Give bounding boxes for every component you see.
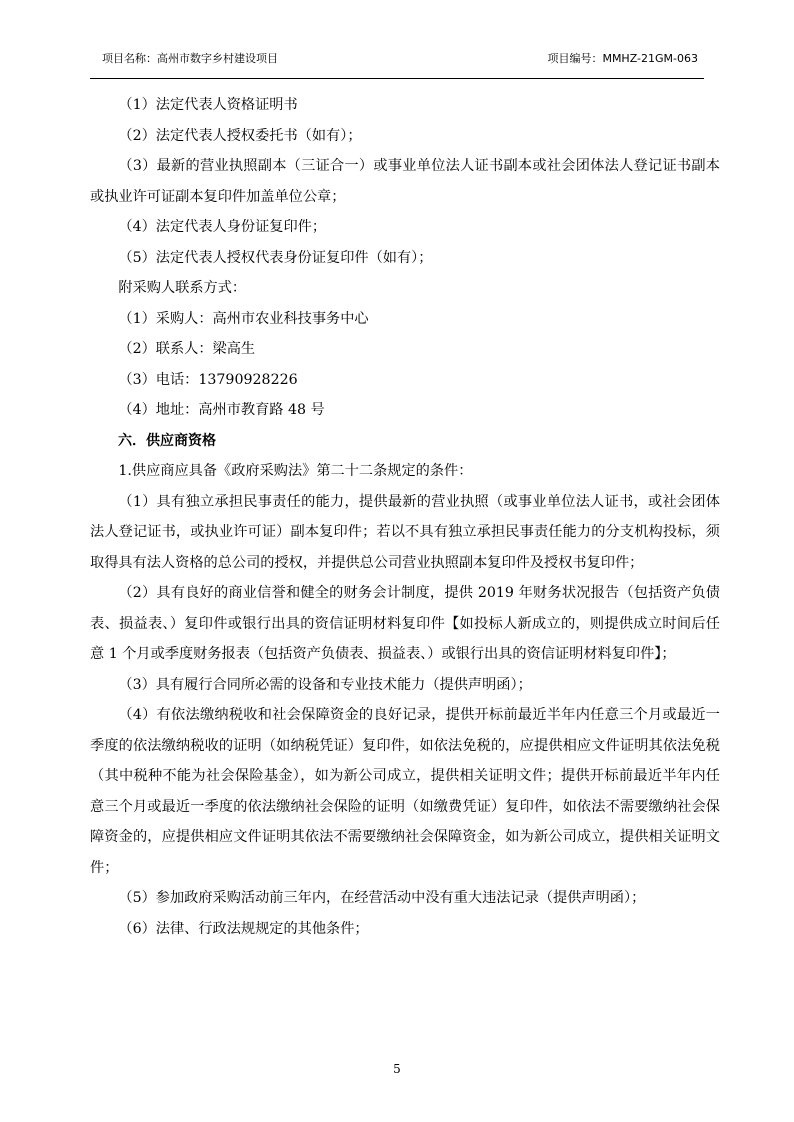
requirement-item: （6）法律、行政法规规定的其他条件； xyxy=(118,920,369,937)
list-item: （5）法定代表人授权代表身份证复印件（如有）； xyxy=(118,249,433,266)
document-body xyxy=(90,90,720,944)
requirement-item: （1）具有独立承担民事责任的能力，提供最新的营业执照（或事业单位法人证书，或社会团体法人登记证书，或执业许可证）副本复印件；若以不具有独立承担民事责任能力的分支机构投标，须取得具有法人资格的总公司的授权，并提供总公司营业执照副本复印件及授权书复印件； xyxy=(90,493,720,571)
requirement-intro: 1.供应商应具备《政府采购法》第二十二条规定的条件： xyxy=(118,463,473,479)
requirement-item: （3）具有履行合同所必需的设备和专业技术能力（提供声明函）； xyxy=(118,676,532,693)
contact-address: （4）地址：高州市教育路 48 号 xyxy=(118,402,325,418)
page-header xyxy=(90,44,704,72)
list-item: （3）最新的营业执照副本（三证合一）或事业单位法人证书副本或社会团体法人登记证书副本或执业许可证副本复印件加盖单位公章； xyxy=(90,158,720,205)
contact-purchaser: （1）采购人：高州市农业科技事务中心 xyxy=(118,310,369,327)
list-item: （2）法定代表人授权委托书（如有）； xyxy=(118,127,362,144)
header-divider xyxy=(90,78,704,79)
contact-heading: 附采购人联系方式： xyxy=(118,280,247,296)
list-item: （1）法定代表人资格证明书 xyxy=(118,97,298,113)
requirement-item: （2）具有良好的商业信誉和健全的财务会计制度，提供 2019 年财务状况报告（包括资产负债表、损益表、）复印件或银行出具的资信证明材料复印件【如投标人新成立的，则提供成立时间后任意 1 个月或季度财务报表（包括资产负债表、损益表、）或银行出具的资信证明材料复印件】； xyxy=(90,585,720,662)
contact-phone: （3）电话：13790928226 xyxy=(118,371,298,388)
section-heading: 六．供应商资格 xyxy=(118,432,216,449)
project-name: 项目名称：高州市数字乡村建设项目 xyxy=(102,52,278,65)
page-number: 5 xyxy=(393,1062,401,1076)
requirement-item: （4）有依法缴纳税收和社会保障资金的良好记录，提供开标前最近半年内任意三个月或最近一季度的依法缴纳税收的证明（如纳税凭证）复印件，如依法免税的，应提供相应文件证明其依法免税（其中税种不能为社会保险基金），如为新公司成立，提供相关证明文件；提供开标前最近半年内任意三个月或最近一季度的依法缴纳社会保险的证明（如缴费凭证）复印件，如依法不需要缴纳社会保障资金的，应提供相应文件证明其依法不需要缴纳社会保障资金，如为新公司成立，提供相关证明文件； xyxy=(90,707,720,876)
project-number: 项目编号：MMHZ-21GM-063 xyxy=(547,52,698,65)
contact-person: （2）联系人：梁高生 xyxy=(118,341,256,357)
requirement-item: （5）参加政府采购活动前三年内，在经营活动中没有重大违法记录（提供声明函）； xyxy=(118,890,646,906)
list-item: （4）法定代表人身份证复印件； xyxy=(118,219,327,235)
